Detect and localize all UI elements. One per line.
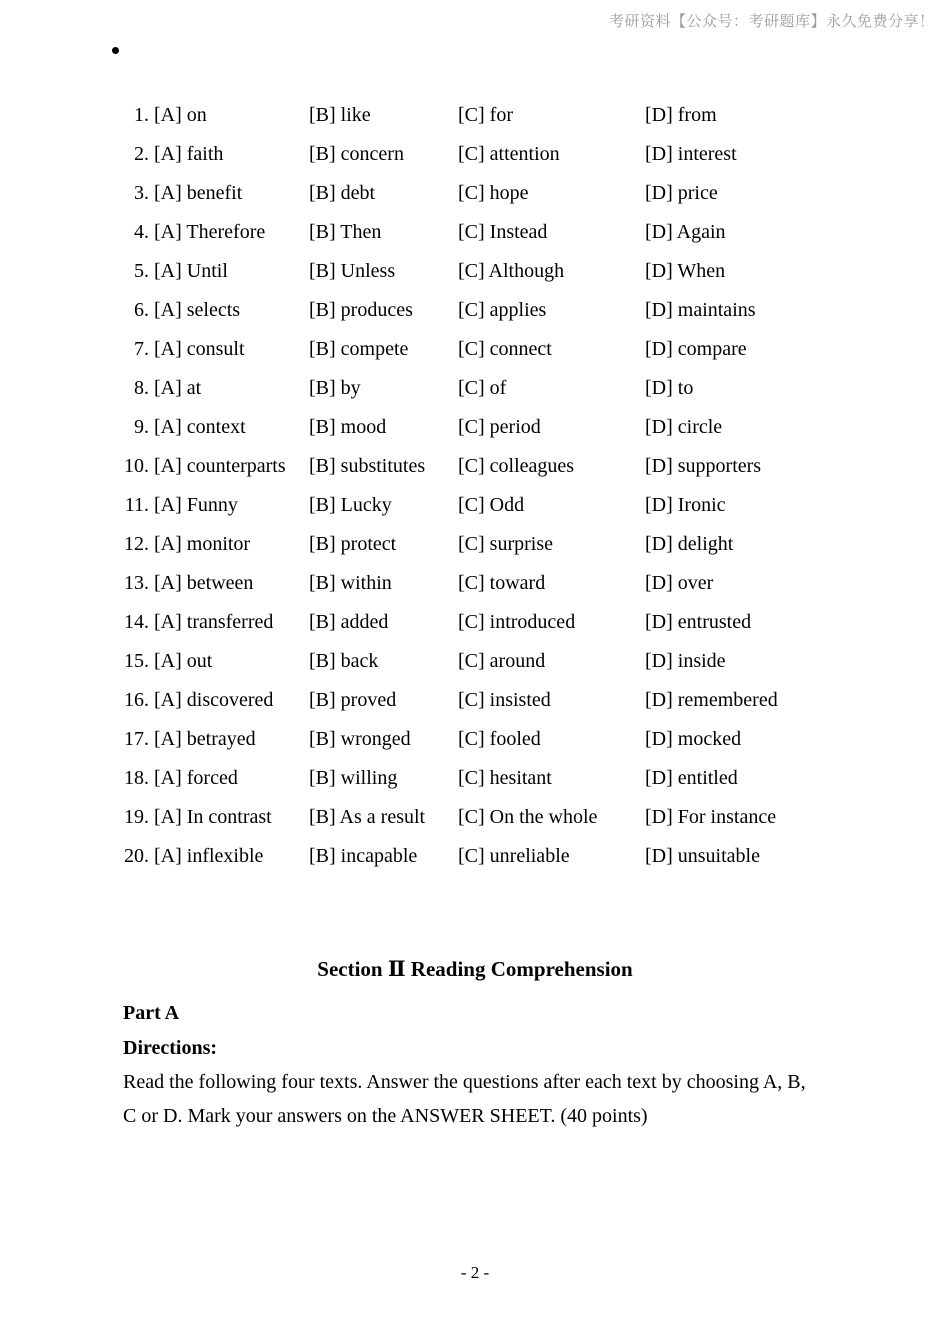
option-a: [A] on <box>154 104 207 126</box>
option-d: [D] When <box>645 260 726 282</box>
option-d: [D] Again <box>645 221 726 243</box>
option-b: [B] willing <box>309 767 398 789</box>
question-number: 9. <box>134 416 149 438</box>
option-a: [A] Therefore <box>154 221 266 243</box>
question-row <box>0 571 950 595</box>
option-c: [C] On the whole <box>458 806 598 828</box>
option-d: [D] maintains <box>645 299 756 321</box>
option-d: [D] remembered <box>645 689 778 711</box>
option-b: [B] proved <box>309 689 397 711</box>
option-b: [B] incapable <box>309 845 418 867</box>
question-row <box>0 103 950 127</box>
question-row <box>0 766 950 790</box>
question-row <box>0 610 950 634</box>
question-number: 7. <box>134 338 149 360</box>
option-a: [A] consult <box>154 338 245 360</box>
question-row <box>0 142 950 166</box>
question-row <box>0 454 950 478</box>
option-a: [A] forced <box>154 767 238 789</box>
option-a: [A] selects <box>154 299 241 321</box>
bullet-dot <box>112 47 119 54</box>
question-row <box>0 220 950 244</box>
question-row <box>0 181 950 205</box>
option-d: [D] price <box>645 182 718 204</box>
option-c: [C] hesitant <box>458 767 552 789</box>
question-row <box>0 532 950 556</box>
option-a: [A] context <box>154 416 246 438</box>
option-c: [C] Odd <box>458 494 525 516</box>
option-c: [C] unreliable <box>458 845 570 867</box>
option-c: [C] attention <box>458 143 560 165</box>
option-d: [D] interest <box>645 143 737 165</box>
directions-line-1: Read the following four texts. Answer the questions after each text by choosing A, B, <box>123 1071 806 1093</box>
option-d: [D] entrusted <box>645 611 752 633</box>
question-row <box>0 727 950 751</box>
question-row <box>0 337 950 361</box>
option-a: [A] discovered <box>154 689 274 711</box>
option-d: [D] mocked <box>645 728 742 750</box>
option-b: [B] debt <box>309 182 376 204</box>
option-d: [D] entitled <box>645 767 738 789</box>
question-number: 13. <box>124 572 149 594</box>
option-d: [D] circle <box>645 416 723 438</box>
option-b: [B] As a result <box>309 806 426 828</box>
option-c: [C] surprise <box>458 533 553 555</box>
option-b: [B] protect <box>309 533 397 555</box>
option-d: [D] inside <box>645 650 726 672</box>
option-a: [A] out <box>154 650 213 672</box>
option-a: [A] monitor <box>154 533 251 555</box>
option-c: [C] connect <box>458 338 552 360</box>
option-b: [B] compete <box>309 338 409 360</box>
question-row <box>0 415 950 439</box>
option-c: [C] period <box>458 416 541 438</box>
question-number: 5. <box>134 260 149 282</box>
option-c: [C] around <box>458 650 546 672</box>
option-a: [A] In contrast <box>154 806 272 828</box>
option-a: [A] at <box>154 377 202 399</box>
option-c: [C] introduced <box>458 611 576 633</box>
option-a: [A] benefit <box>154 182 243 204</box>
option-c: [C] colleagues <box>458 455 575 477</box>
option-c: [C] insisted <box>458 689 551 711</box>
option-b: [B] Lucky <box>309 494 392 516</box>
question-number: 1. <box>134 104 149 126</box>
question-number: 18. <box>124 767 149 789</box>
option-c: [C] hope <box>458 182 529 204</box>
question-number: 12. <box>124 533 149 555</box>
option-b: [B] mood <box>309 416 387 438</box>
option-a: [A] Until <box>154 260 228 282</box>
question-number: 10. <box>124 455 149 477</box>
directions-label: Directions: <box>123 1037 218 1059</box>
watermark-text: 考研资料【公众号：考研题库】永久免费分享！ <box>609 12 935 30</box>
option-d: [D] Ironic <box>645 494 726 516</box>
question-number: 8. <box>134 377 149 399</box>
question-number: 3. <box>134 182 149 204</box>
option-d: [D] to <box>645 377 694 399</box>
question-row <box>0 688 950 712</box>
directions-line-2: C or D. Mark your answers on the ANSWER SHEET. (40 points) <box>123 1105 648 1127</box>
option-b: [B] within <box>309 572 392 594</box>
option-a: [A] transferred <box>154 611 274 633</box>
question-row <box>0 298 950 322</box>
section-title: Section Ⅱ Reading Comprehension <box>317 957 633 981</box>
question-row <box>0 493 950 517</box>
option-b: [B] wronged <box>309 728 411 750</box>
option-b: [B] like <box>309 104 371 126</box>
option-c: [C] Although <box>458 260 565 282</box>
question-number: 20. <box>124 845 149 867</box>
option-c: [C] of <box>458 377 507 399</box>
option-b: [B] by <box>309 377 361 399</box>
option-a: [A] counterparts <box>154 455 286 477</box>
option-b: [B] back <box>309 650 379 672</box>
question-row <box>0 259 950 283</box>
option-c: [C] Instead <box>458 221 548 243</box>
question-row <box>0 376 950 400</box>
option-c: [C] for <box>458 104 513 126</box>
option-d: [D] delight <box>645 533 734 555</box>
option-b: [B] added <box>309 611 389 633</box>
option-d: [D] For instance <box>645 806 777 828</box>
part-label: Part A <box>123 1002 180 1024</box>
option-b: [B] concern <box>309 143 404 165</box>
option-d: [D] unsuitable <box>645 845 760 867</box>
question-number: 16. <box>124 689 149 711</box>
question-number: 4. <box>134 221 149 243</box>
option-a: [A] betrayed <box>154 728 256 750</box>
question-number: 19. <box>124 806 149 828</box>
option-b: [B] produces <box>309 299 413 321</box>
question-number: 11. <box>124 494 149 516</box>
option-a: [A] faith <box>154 143 224 165</box>
option-a: [A] Funny <box>154 494 238 516</box>
option-d: [D] supporters <box>645 455 762 477</box>
question-number: 17. <box>124 728 149 750</box>
option-d: [D] compare <box>645 338 747 360</box>
question-number: 2. <box>134 143 149 165</box>
option-c: [C] toward <box>458 572 546 594</box>
option-c: [C] fooled <box>458 728 541 750</box>
option-b: [B] Then <box>309 221 382 243</box>
question-number: 6. <box>134 299 149 321</box>
question-row <box>0 805 950 829</box>
option-b: [B] Unless <box>309 260 396 282</box>
question-number: 15. <box>124 650 149 672</box>
option-a: [A] between <box>154 572 254 594</box>
question-row <box>0 844 950 868</box>
option-c: [C] applies <box>458 299 547 321</box>
option-d: [D] from <box>645 104 717 126</box>
option-b: [B] substitutes <box>309 455 426 477</box>
option-a: [A] inflexible <box>154 845 264 867</box>
option-d: [D] over <box>645 572 714 594</box>
question-row <box>0 649 950 673</box>
question-number: 14. <box>124 611 149 633</box>
page-number: - 2 - <box>460 1263 490 1282</box>
